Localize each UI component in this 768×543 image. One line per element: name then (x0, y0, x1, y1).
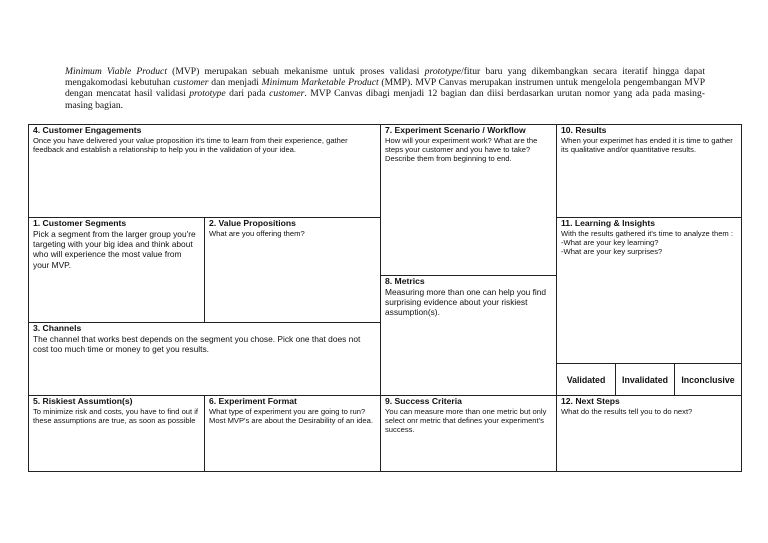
experiment-scenario-cell (380, 124, 557, 276)
intro-segment: Minimum Marketable Product (261, 77, 379, 89)
success-criteria-cell (380, 395, 557, 472)
learning-insights-line: -What are your key learning? (561, 238, 659, 247)
intro-segment: (MVP) merupakan sebuah mekanisme untuk proses validasi (166, 66, 425, 77)
intro-segment: customer (173, 77, 209, 89)
customer-engagements-cell (28, 124, 381, 218)
channels-title: 3. Channels (33, 323, 82, 333)
learning-insights-desc (561, 229, 737, 257)
riskiest-assumptions-cell (28, 395, 205, 472)
customer-engagements-desc: Once you have delivered your value proposition it's time to learn from their experience, gather feedback and establish a relationship to help you in the validation of your idea. (33, 135, 348, 154)
intro-segment: . MVP Canvas dibagi menjadi 12 bagian dan diisi berdasarkan urutan nomor yang ada pada masing-masing bagian. (65, 88, 705, 111)
next-steps-desc: What do the results tell you to do next? (561, 406, 693, 416)
experiment-format-cell (204, 395, 381, 472)
intro-segment: prototype (189, 88, 226, 100)
intro-paragraph (65, 66, 705, 111)
value-propositions-title: 2. Value Propositions (209, 218, 296, 228)
intro-segment: prototype (424, 66, 462, 77)
learning-insights-title: 11. Learning & Insights (561, 218, 656, 228)
experiment-scenario-title: 7. Experiment Scenario / Workflow (385, 125, 526, 135)
validated-status: Validated (556, 363, 616, 396)
inconclusive-status: Inconclusive (674, 363, 742, 396)
channels-desc: The channel that works best depends on the segment you chose. Pick one that does not cost too much time or money to get you results. (33, 333, 361, 354)
intro-segment: Minimum Viable Product (65, 66, 167, 77)
value-propositions-cell (204, 217, 381, 323)
experiment-scenario-desc: How will your experiment work? What are the steps your customer and you have to take? Describe them from beginning to end. (385, 135, 538, 164)
success-criteria-desc: You can measure more than one metric but only select onr metric that defines your experiment's success. (385, 406, 547, 435)
results-desc: When your experimet has ended it is time to gather its qualitative and/or quantitative results. (561, 135, 733, 154)
metrics-cell (380, 275, 557, 396)
results-cell (556, 124, 742, 218)
success-criteria-title: 9. Success Criteria (385, 396, 462, 406)
intro-segment: /fitur baru yang dikembangkan secara iteratif hingga dapat mengakomodasi kebutuhan (65, 66, 705, 89)
results-title: 10. Results (561, 125, 607, 135)
next-steps-title: 12. Next Steps (561, 396, 620, 406)
customer-engagements-title: 4. Customer Engagements (33, 125, 142, 135)
intro-segment: (MMP). MVP Canvas merupakan instrumen untuk mengelola pengembangan MVP dengan mencatat hasil validasi (65, 77, 706, 100)
customer-segments-title: 1. Customer Segments (33, 218, 127, 228)
channels-cell (28, 322, 381, 396)
metrics-title: 8. Metrics (385, 276, 425, 286)
intro-segment: dan menjadi (208, 77, 262, 89)
invalidated-status: Invalidated (615, 363, 675, 396)
riskiest-assumptions-title: 5. Riskiest Assumtion(s) (33, 396, 133, 406)
metrics-desc: Measuring more than one can help you find surprising evidence about your riskiest assumption(s). (385, 286, 547, 318)
learning-insights-cell (556, 217, 742, 364)
riskiest-assumptions-desc: To minimize risk and costs, you have to find out if these assumptions are true, as soon as possible (33, 406, 199, 425)
experiment-format-title: 6. Experiment Format (209, 396, 297, 406)
intro-segment: customer (269, 88, 305, 100)
learning-insights-line: -What are your key surprises? (561, 247, 663, 257)
customer-segments-cell (28, 217, 205, 323)
learning-insights-line: With the results gathered it's time to analyze them : (561, 228, 733, 238)
value-propositions-desc: What are you offering them? (209, 228, 305, 238)
experiment-format-desc: What type of experiment you are going to run? Most MVP's are about the Desirability of an idea. (209, 406, 373, 425)
next-steps-cell (556, 395, 742, 472)
customer-segments-desc: Pick a segment from the larger group you're targeting with your big idea and think about who will experience the most value from your MVP. (33, 228, 196, 270)
intro-segment: dari pada (225, 88, 270, 100)
